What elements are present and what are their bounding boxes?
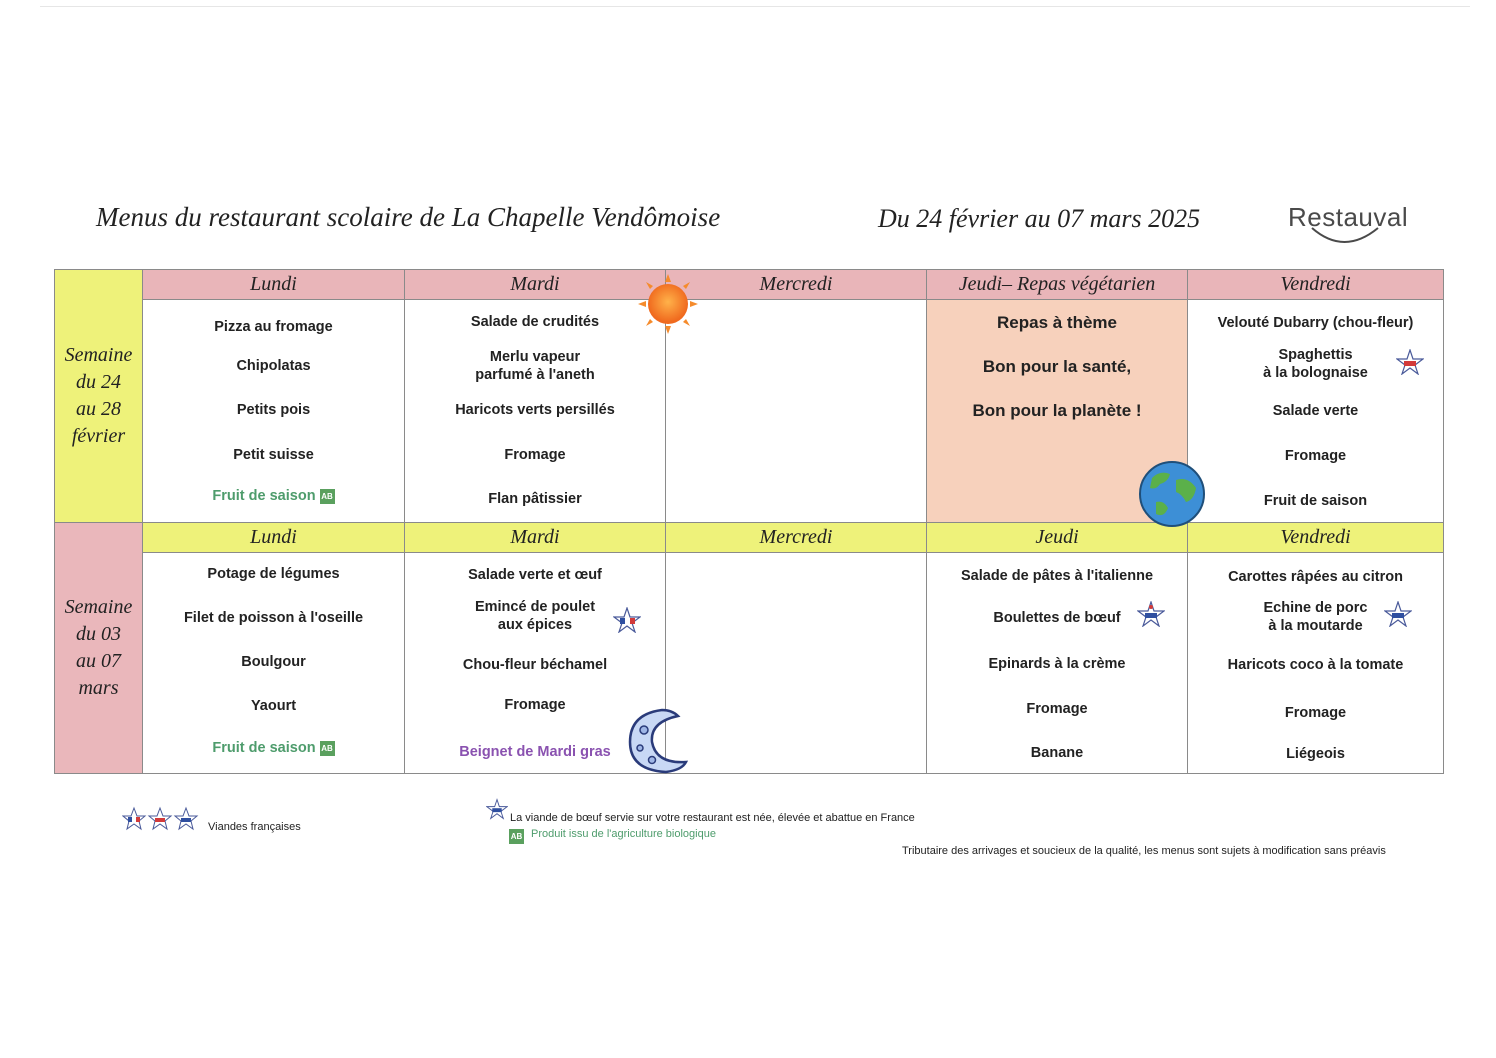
dish: Potage de légumes	[207, 566, 340, 582]
dish: Flan pâtissier	[488, 491, 582, 507]
organic-label-icon: AB	[320, 489, 335, 504]
disclaimer: Tributaire des arrivages et soucieux de la qualité, les menus sont sujets à modification sans préavis	[902, 845, 1386, 857]
day-header: Mardi	[405, 270, 665, 300]
day-header: Vendredi	[1188, 523, 1443, 553]
day-body	[1188, 553, 1443, 773]
french-meat-labels-icon	[122, 806, 202, 834]
day-column-friday	[1188, 523, 1443, 773]
organic-label-icon: AB	[320, 741, 335, 756]
dish: Bon pour la planète !	[972, 401, 1142, 420]
day-header: Mardi	[405, 523, 665, 553]
dish: Carottes râpées au citron	[1228, 569, 1403, 585]
day-body	[143, 300, 404, 522]
week-label-line: du 03	[75, 623, 121, 645]
date-range: Du 24 février au 07 mars 2025	[878, 204, 1201, 233]
day-header: Jeudi	[927, 523, 1187, 553]
week-label-line: du 24	[75, 371, 121, 393]
legend-beef-text: La viande de bœuf servie sur votre restaurant est née, élevée et abattue en France	[510, 812, 915, 824]
dish-organic	[143, 739, 404, 757]
dish: Echine de porc à la moutarde	[1263, 600, 1368, 634]
dish: Boulgour	[241, 654, 306, 670]
day-header: Lundi	[143, 270, 404, 300]
dish: Haricots coco à la tomate	[1227, 657, 1404, 673]
dish: Fromage	[504, 697, 566, 713]
dish-organic	[143, 487, 404, 505]
week-label-line: Semaine	[64, 344, 133, 366]
day-body	[143, 553, 404, 773]
legend-organic-text: Produit issu de l'agriculture biologique	[531, 828, 716, 840]
dish: Bon pour la santé,	[982, 357, 1132, 376]
dish: Fromage	[1026, 701, 1088, 717]
legend-french-meat	[122, 806, 301, 839]
dish: Petit suisse	[233, 447, 314, 463]
week-label-line: Semaine	[64, 596, 133, 618]
earth-icon	[1138, 460, 1206, 528]
day-body	[927, 553, 1187, 773]
dish: Merlu vapeur parfumé à l'aneth	[475, 349, 595, 383]
dish: Filet de poisson à l'oseille	[183, 610, 364, 626]
week-label-line: au 07	[75, 650, 121, 672]
french-meat-label-icon	[1396, 349, 1424, 375]
day-column-thursday	[927, 523, 1188, 773]
sun-icon	[636, 272, 700, 336]
restauval-logo	[1282, 198, 1422, 248]
dish: Velouté Dubarry (chou-fleur)	[1217, 315, 1414, 331]
day-column-wednesday	[666, 270, 927, 522]
dish: Emincé de poulet aux épices	[474, 599, 596, 633]
week-label-line: mars	[78, 677, 119, 699]
dish: Salade verte	[1272, 403, 1359, 419]
page-title: Menus du restaurant scolaire de La Chapelle Vendômoise	[96, 202, 721, 232]
dish: Petits pois	[236, 402, 311, 418]
week-label-2	[55, 523, 143, 773]
french-beef-label-icon	[486, 798, 508, 820]
legend-french-meat-text: Viandes françaises	[208, 821, 301, 833]
dish: Fromage	[504, 447, 566, 463]
dish: Salade de crudités	[470, 314, 600, 330]
day-body	[1188, 300, 1443, 522]
dish: Fromage	[1284, 705, 1347, 721]
day-column-monday	[143, 270, 405, 522]
day-header: Lundi	[143, 523, 404, 553]
french-meat-label-icon	[613, 607, 641, 633]
week-label-line: au 28	[75, 398, 121, 420]
day-column-friday	[1188, 270, 1443, 522]
week-row-2	[55, 522, 1443, 773]
dish: Pizza au fromage	[214, 319, 333, 335]
dish: Chou-fleur béchamel	[462, 657, 608, 673]
dish: Haricots verts persillés	[455, 402, 615, 418]
dish: Salade de pâtes à l'italienne	[960, 568, 1154, 584]
dish: Liégeois	[1286, 746, 1345, 762]
dish: Boulettes de bœuf	[993, 610, 1121, 626]
day-header: Vendredi	[1188, 270, 1443, 300]
dish: Salade verte et œuf	[468, 567, 602, 583]
week-label-line: février	[71, 425, 126, 447]
day-header: Jeudi– Repas végétarien	[927, 270, 1187, 300]
logo-text: Restauval	[1288, 202, 1409, 232]
scan-artifact-line	[40, 6, 1470, 7]
dish: Spaghettis à la bolognaise	[1263, 347, 1368, 381]
menu-table	[54, 269, 1444, 774]
dish-label: Fruit de saison	[212, 488, 316, 504]
dish: Banane	[1030, 745, 1084, 761]
dish-label: Fruit de saison	[212, 740, 316, 756]
day-header: Mercredi	[666, 523, 926, 553]
dish: Repas à thème	[997, 313, 1117, 332]
french-beef-label-icon	[1137, 601, 1165, 627]
dish: Fruit de saison	[1263, 493, 1368, 509]
dish: Fromage	[1284, 448, 1347, 464]
day-header: Mercredi	[666, 270, 926, 300]
dish: Yaourt	[250, 698, 297, 714]
day-body	[405, 300, 665, 522]
dish: Epinards à la crème	[988, 656, 1126, 672]
logo-arc-icon	[1282, 198, 1422, 248]
dish: Beignet de Mardi gras	[459, 744, 611, 760]
moon-icon	[622, 706, 688, 776]
week-label-1	[55, 270, 143, 522]
dish: Chipolatas	[236, 358, 311, 374]
day-column-wednesday	[666, 523, 927, 773]
week-row-1	[55, 270, 1443, 522]
french-meat-label-icon	[1384, 601, 1412, 627]
organic-label-icon: AB	[509, 829, 524, 844]
day-column-monday	[143, 523, 405, 773]
day-column-tuesday	[405, 270, 666, 522]
